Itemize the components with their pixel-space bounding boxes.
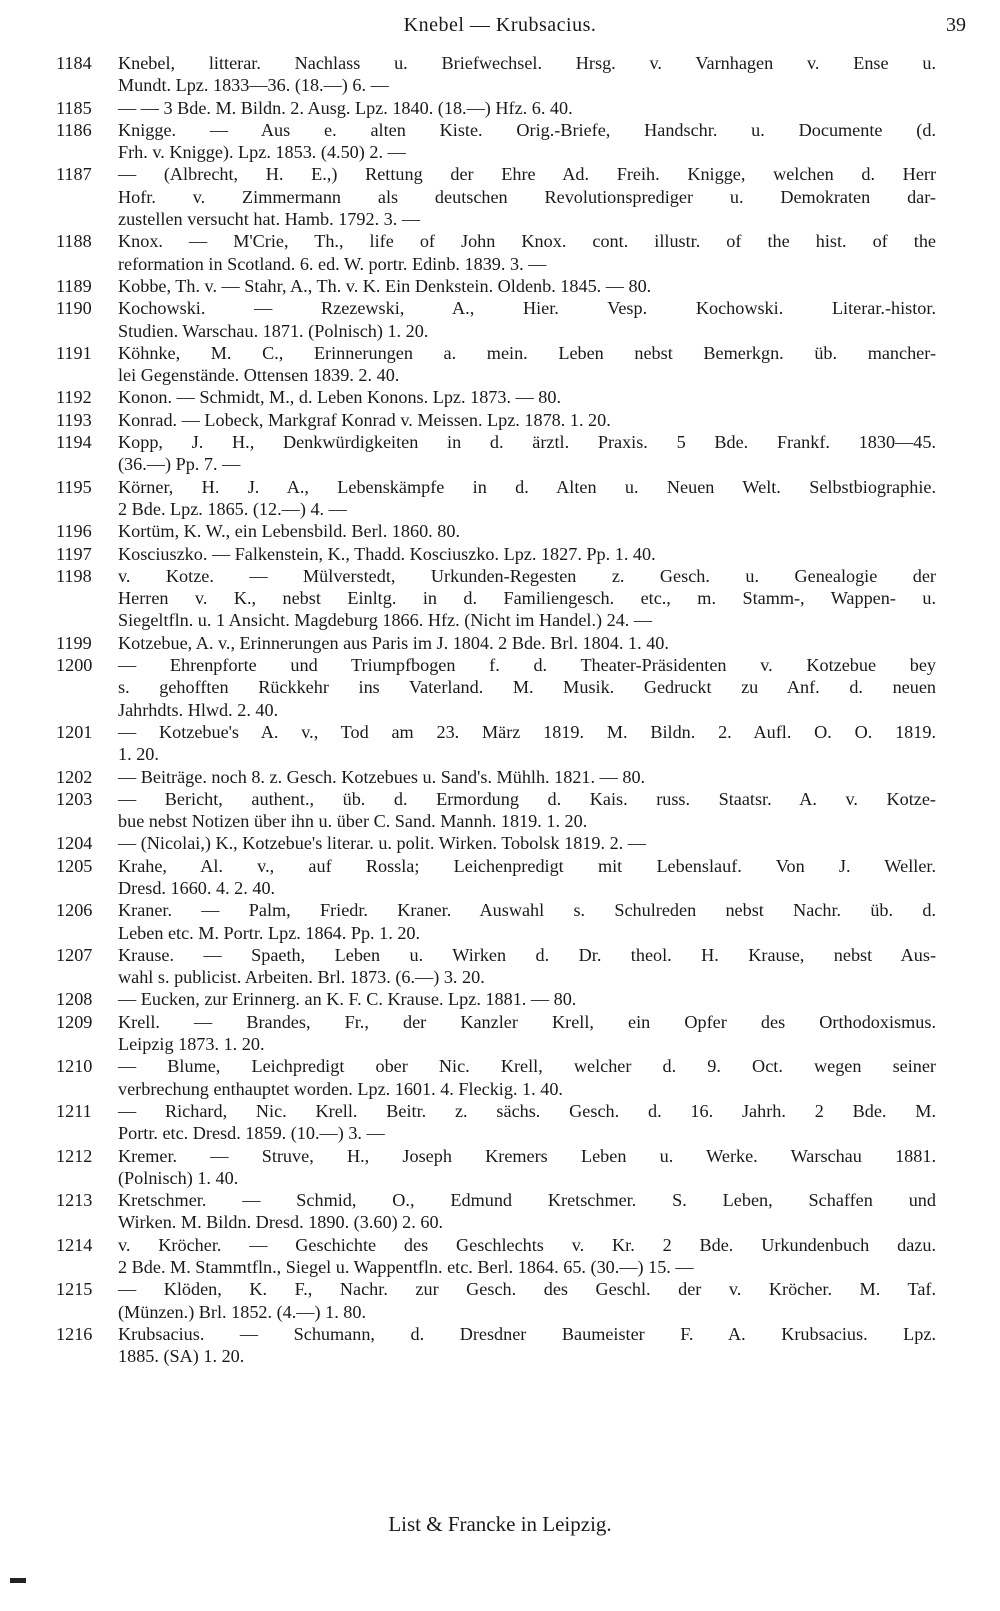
entry-line: Konon. — Schmidt, M., d. Leben Konons. Lpz. 1873. — 80.	[118, 387, 562, 408]
catalog-entry	[56, 1100, 936, 1145]
entry-number: 1216	[56, 1323, 93, 1344]
running-header-title: Knebel — Krubsacius.	[403, 14, 597, 36]
entry-line: Kotzebue, A. v., Erinnerungen aus Paris im J. 1804. 2 Bde. Brl. 1804. 1. 40.	[118, 632, 669, 653]
catalog-entry	[56, 409, 936, 431]
catalog-entry	[56, 1234, 936, 1279]
entry-line: — — 3 Bde. M. Bildn. 2. Ausg. Lpz. 1840. (18.—) Hfz. 6. 40.	[118, 97, 573, 118]
entry-line: — Kotzebue's A. v., Tod am 23. März 1819. M. Bildn. 2. Aufl. O. O. 1819.	[118, 721, 936, 742]
catalog-entry	[56, 97, 936, 119]
entry-line: Krahe, Al. v., auf Rossla; Leichenpredigt mit Lebenslauf. Von J. Weller.	[118, 855, 936, 876]
catalog-entry	[56, 275, 936, 297]
catalog-entry	[56, 654, 936, 721]
entry-number: 1191	[56, 342, 92, 363]
catalog-entry	[56, 766, 936, 788]
entry-number: 1200	[56, 655, 93, 676]
entry-number: 1213	[56, 1190, 93, 1211]
entry-line: lei Gegenstände. Ottensen 1839. 2. 40.	[118, 365, 400, 386]
entry-line: (Münzen.) Brl. 1852. (4.—) 1. 80.	[118, 1301, 367, 1322]
catalog-entry	[56, 476, 936, 521]
entry-number: 1197	[56, 543, 92, 564]
entry-line: 1. 20.	[118, 744, 159, 765]
entry-line: — (Albrecht, H. E.,) Rettung der Ehre Ad. Freih. Knigge, welchen d. Herr	[118, 164, 936, 185]
entry-line: Jahrhdts. Hlwd. 2. 40.	[118, 699, 279, 720]
entry-line: wahl s. publicist. Arbeiten. Brl. 1873. (6.—) 3. 20.	[118, 967, 485, 988]
entry-line: verbrechung enthauptet worden. Lpz. 1601. 4. Fleckig. 1. 40.	[118, 1078, 563, 1099]
entry-number: 1194	[56, 432, 92, 453]
catalog-entry	[56, 342, 936, 387]
entry-line: bue nebst Notizen über ihn u. über C. Sand. Mannh. 1819. 1. 20.	[118, 811, 588, 832]
entry-line: Leipzig 1873. 1. 20.	[118, 1034, 265, 1055]
entry-line: — Ehrenpforte und Triumpfbogen f. d. Theater-Präsidenten v. Kotzebue bey	[118, 655, 936, 676]
entry-line: Kremer. — Struve, H., Joseph Kremers Leben u. Werke. Warschau 1881.	[118, 1145, 936, 1166]
entry-number: 1211	[56, 1100, 92, 1121]
catalog-entry	[56, 119, 936, 164]
entry-line: — (Nicolai,) K., Kotzebue's literar. u. polit. Wirken. Tobolsk 1819. 2. —	[118, 833, 646, 854]
entry-number: 1196	[56, 521, 92, 542]
entry-line: Körner, H. J. A., Lebenskämpfe in d. Alten u. Neuen Welt. Selbstbiographie.	[118, 476, 936, 497]
entry-line: — Bericht, authent., üb. d. Ermordung d. Kais. russ. Staatsr. A. v. Kotze-	[118, 788, 936, 809]
entry-number: 1209	[56, 1011, 93, 1032]
entry-number: 1186	[56, 119, 92, 140]
entry-line: 2 Bde. Lpz. 1865. (12.—) 4. —	[118, 498, 347, 519]
entry-line: Kobbe, Th. v. — Stahr, A., Th. v. K. Ein Denkstein. Oldenb. 1845. — 80.	[118, 275, 652, 296]
catalog-entry	[56, 565, 936, 632]
entry-line: Köhnke, M. C., Erinnerungen a. mein. Leben nebst Bemerkgn. üb. mancher-	[118, 342, 936, 363]
catalog-entry	[56, 1011, 936, 1056]
entry-line: (36.—) Pp. 7. —	[118, 454, 241, 475]
entry-line: Kochowski. — Rzezewski, A., Hier. Vesp. Kochowski. Literar.-histor.	[118, 298, 936, 319]
entry-number: 1198	[56, 565, 92, 586]
catalog-entry	[56, 788, 936, 833]
entry-number: 1199	[56, 632, 92, 653]
entry-line: Wirken. M. Bildn. Dresd. 1890. (3.60) 2. 60.	[118, 1212, 444, 1233]
catalog-entry	[56, 1189, 936, 1234]
entry-line: Knebel, litterar. Nachlass u. Briefwechsel. Hrsg. v. Varnhagen v. Ense u.	[118, 53, 936, 73]
entry-line: Knigge. — Aus e. alten Kiste. Orig.-Briefe, Handschr. u. Documente (d.	[118, 119, 936, 140]
entry-number: 1208	[56, 989, 93, 1010]
corner-mark	[10, 1578, 26, 1583]
catalog-entry	[56, 386, 936, 408]
entry-line: Studien. Warschau. 1871. (Polnisch) 1. 20.	[118, 320, 429, 341]
entry-line: Dresd. 1660. 4. 2. 40.	[118, 877, 276, 898]
entry-number: 1188	[56, 231, 92, 252]
catalog-entry	[56, 431, 936, 476]
entry-number: 1202	[56, 766, 93, 787]
publisher-footer: List & Francke in Leipzig.	[388, 1512, 612, 1536]
entry-number: 1189	[56, 275, 92, 296]
entry-number: 1206	[56, 900, 93, 921]
entry-number: 1195	[56, 476, 92, 497]
entry-line: Krause. — Spaeth, Leben u. Wirken d. Dr. theol. H. Krause, nebst Aus-	[118, 944, 936, 965]
entry-number: 1214	[56, 1234, 93, 1255]
entry-number: 1215	[56, 1279, 93, 1300]
entry-line: Siegeltfln. u. 1 Ansicht. Magdeburg 1866. Hfz. (Nicht im Handel.) 24. —	[118, 610, 653, 631]
entry-line: Kraner. — Palm, Friedr. Kraner. Auswahl s. Schulreden nebst Nachr. üb. d.	[118, 900, 936, 921]
entry-line: Konrad. — Lobeck, Markgraf Konrad v. Meissen. Lpz. 1878. 1. 20.	[118, 409, 611, 430]
entry-number: 1212	[56, 1145, 93, 1166]
entry-line: v. Kröcher. — Geschichte des Geschlechts v. Kr. 2 Bde. Urkundenbuch dazu.	[118, 1234, 936, 1255]
catalog-entry	[56, 1055, 936, 1100]
catalog-entry	[56, 1145, 936, 1190]
entry-number: 1204	[56, 833, 93, 854]
entry-number: 1203	[56, 788, 93, 809]
entry-line: Kosciuszko. — Falkenstein, K., Thadd. Kosciuszko. Lpz. 1827. Pp. 1. 40.	[118, 543, 656, 564]
entry-line: Kretschmer. — Schmid, O., Edmund Kretschmer. S. Leben, Schaffen und	[118, 1190, 936, 1211]
entry-line: Leben etc. M. Portr. Lpz. 1864. Pp. 1. 20.	[118, 922, 421, 943]
entry-line: Portr. etc. Dresd. 1859. (10.—) 3. —	[118, 1123, 385, 1144]
entry-line: Hofr. v. Zimmermann als deutschen Revolutionsprediger u. Demokraten dar-	[118, 186, 936, 207]
entry-line: 1885. (SA) 1. 20.	[118, 1346, 245, 1367]
entry-line: Krell. — Brandes, Fr., der Kanzler Krell, ein Opfer des Orthodoxismus.	[118, 1011, 936, 1032]
entry-line: — Eucken, zur Erinnerg. an K. F. C. Krause. Lpz. 1881. — 80.	[118, 989, 577, 1010]
entry-number: 1205	[56, 855, 93, 876]
catalog-entry	[56, 520, 936, 542]
entry-line: (Polnisch) 1. 40.	[118, 1167, 239, 1188]
entry-line: 2 Bde. M. Stammtfln., Siegel u. Wappentfln. etc. Berl. 1864. 65. (30.—) 15. —	[118, 1257, 694, 1278]
entry-number: 1185	[56, 97, 92, 118]
catalog-entry	[56, 988, 936, 1010]
catalog-entry	[56, 899, 936, 944]
entry-line: Kopp, J. H., Denkwürdigkeiten in d. ärztl. Praxis. 5 Bde. Frankf. 1830—45.	[118, 432, 936, 453]
catalog-entry	[56, 632, 936, 654]
catalog-entry	[56, 721, 936, 766]
entry-number: 1210	[56, 1056, 93, 1077]
entry-line: Frh. v. Knigge). Lpz. 1853. (4.50) 2. —	[118, 142, 406, 163]
entry-number: 1193	[56, 409, 92, 430]
entry-number: 1190	[56, 298, 92, 319]
entry-line: Krubsacius. — Schumann, d. Dresdner Baumeister F. A. Krubsacius. Lpz.	[118, 1323, 936, 1344]
catalog-entry	[56, 855, 936, 900]
catalog-entry	[56, 52, 936, 97]
catalog-entry	[56, 944, 936, 989]
entry-number: 1184	[56, 53, 92, 73]
entry-line: s. gehofften Rückkehr ins Vaterland. M. Musik. Gedruckt zu Anf. d. neuen	[118, 677, 936, 698]
entry-line: zustellen versucht hat. Hamb. 1792. 3. —	[118, 209, 421, 230]
entry-line: — Beiträge. noch 8. z. Gesch. Kotzebues u. Sand's. Mühlh. 1821. — 80.	[118, 766, 646, 787]
catalog-entry	[56, 297, 936, 342]
catalog-entry	[56, 163, 936, 230]
entry-line: — Klöden, K. F., Nachr. zur Gesch. des Geschl. der v. Kröcher. M. Taf.	[118, 1279, 936, 1300]
catalog-entry	[56, 832, 936, 854]
entry-line: Knox. — M'Crie, Th., life of John Knox. cont. illustr. of the hist. of the	[118, 231, 936, 252]
catalog-entry	[56, 1323, 936, 1368]
entry-line: — Richard, Nic. Krell. Beitr. z. sächs. Gesch. d. 16. Jahrh. 2 Bde. M.	[118, 1100, 936, 1121]
entry-line: v. Kotze. — Mülverstedt, Urkunden-Regesten z. Gesch. u. Genealogie der	[118, 565, 936, 586]
entry-number: 1192	[56, 387, 92, 408]
entry-line: Herren v. K., nebst Einltg. in d. Familiengesch. etc., m. Stamm-, Wappen- u.	[118, 588, 936, 609]
entry-line: — Blume, Leichpredigt ober Nic. Krell, welcher d. 9. Oct. wegen seiner	[118, 1056, 936, 1077]
entry-line: Mundt. Lpz. 1833—36. (18.—) 6. —	[118, 75, 389, 96]
catalog-entry	[56, 543, 936, 565]
catalog-entries	[56, 52, 936, 1368]
entry-number: 1201	[56, 721, 93, 742]
entry-number: 1207	[56, 944, 93, 965]
page-number: 39	[946, 14, 966, 36]
catalog-entry	[56, 1278, 936, 1323]
entry-line: Kortüm, K. W., ein Lebensbild. Berl. 1860. 80.	[118, 521, 460, 542]
entry-number: 1187	[56, 164, 92, 185]
catalog-entry	[56, 230, 936, 275]
entry-line: reformation in Scotland. 6. ed. W. portr. Edinb. 1839. 3. —	[118, 253, 547, 274]
